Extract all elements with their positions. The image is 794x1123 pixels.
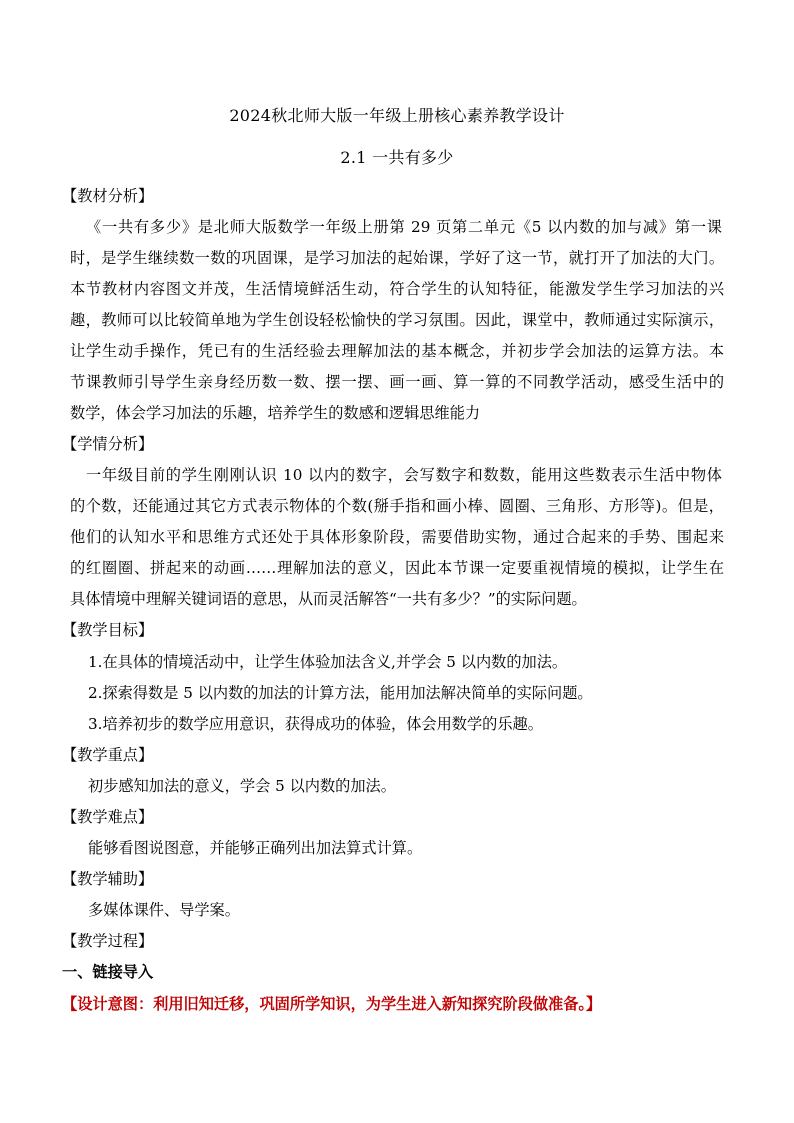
heading-difficulties: 【教学难点】 — [62, 808, 154, 826]
heading-process: 【教学过程】 — [62, 932, 154, 950]
objective-item: 1.在具体的情境活动中，让学生体验加法含义,并学会 5 以内数的加法。 — [88, 653, 568, 671]
paragraph-line: 的红圈圈、拼起来的动画……理解加法的意义，因此本节课一定要重视情境的模拟，让学生在 — [70, 559, 724, 577]
heading-key-points: 【教学重点】 — [62, 746, 154, 764]
paragraph-line: 数学，体会学习加法的乐趣，培养学生的数感和逻辑思维能力 — [70, 404, 481, 422]
design-intent-note: 【设计意图：利用旧知迁移，巩固所学知识，为学生进入新知探究阶段做准备。】 — [62, 995, 602, 1013]
heading-student-analysis: 【学情分析】 — [62, 435, 154, 453]
paragraph-line: 的个数，还能通过其它方式表示物体的个数(掰手指和画小棒、圆圈、三角形、方形等)。但是， — [70, 497, 724, 515]
paragraph-line: 本节教材内容图文并茂，生活情境鲜活生动，符合学生的认知特征，能激发学生学习加法的兴 — [70, 280, 724, 298]
heading-aids: 【教学辅助】 — [62, 870, 154, 888]
paragraph-line: 让学生动手操作，凭已有的生活经验去理解加法的基本概念，并初步学会加法的运算方法。本 — [70, 342, 724, 360]
heading-textbook-analysis: 【教材分析】 — [62, 187, 154, 205]
process-part1-title: 一、链接导入 — [62, 963, 154, 981]
paragraph-line: 趣，教师可以比较简单地为学生创设轻松愉快的学习氛围。因此，课堂中，教师通过实际演示， — [70, 311, 724, 329]
lesson-title: 2.1 一共有多少 — [340, 148, 454, 167]
paragraph-line: 他们的认知水平和思维方式还处于具体形象阶段，需要借助实物，通过合起来的手势、围起来 — [70, 528, 724, 546]
document-title: 2024秋北师大版一年级上册核心素养教学设计 — [229, 106, 565, 125]
paragraph-line: 具体情境中理解关键词语的意思，从而灵活解答“一共有多少？”的实际问题。 — [70, 590, 587, 608]
key-points-text: 初步感知加法的意义，学会 5 以内数的加法。 — [88, 777, 396, 795]
difficulties-text: 能够看图说图意，并能够正确列出加法算式计算。 — [88, 839, 423, 857]
objective-item: 2.探索得数是 5 以内数的加法的计算方法，能用加法解决简单的实际问题。 — [88, 684, 593, 702]
paragraph-line: 节课教师引导学生亲身经历数一数、摆一摆、画一画、算一算的不同教学活动，感受生活中的 — [70, 373, 724, 391]
aids-text: 多媒体课件、导学案。 — [88, 901, 240, 919]
paragraph-line: 一年级目前的学生刚刚认识 10 以内的数字，会写数字和数数，能用这些数表示生活中物体 — [86, 466, 722, 484]
objective-item: 3.培养初步的数学应用意识，获得成功的体验，体会用数学的乐趣。 — [88, 715, 543, 733]
paragraph-line: 《一共有多少》是北师大版数学一年级上册第 29 页第二单元《5 以内数的加与减》第一课 — [86, 218, 722, 236]
paragraph-line: 时，是学生继续数一数的巩固课，是学习加法的起始课，学好了这一节，就打开了加法的大门。 — [70, 249, 724, 267]
heading-objectives: 【教学目标】 — [62, 621, 154, 639]
